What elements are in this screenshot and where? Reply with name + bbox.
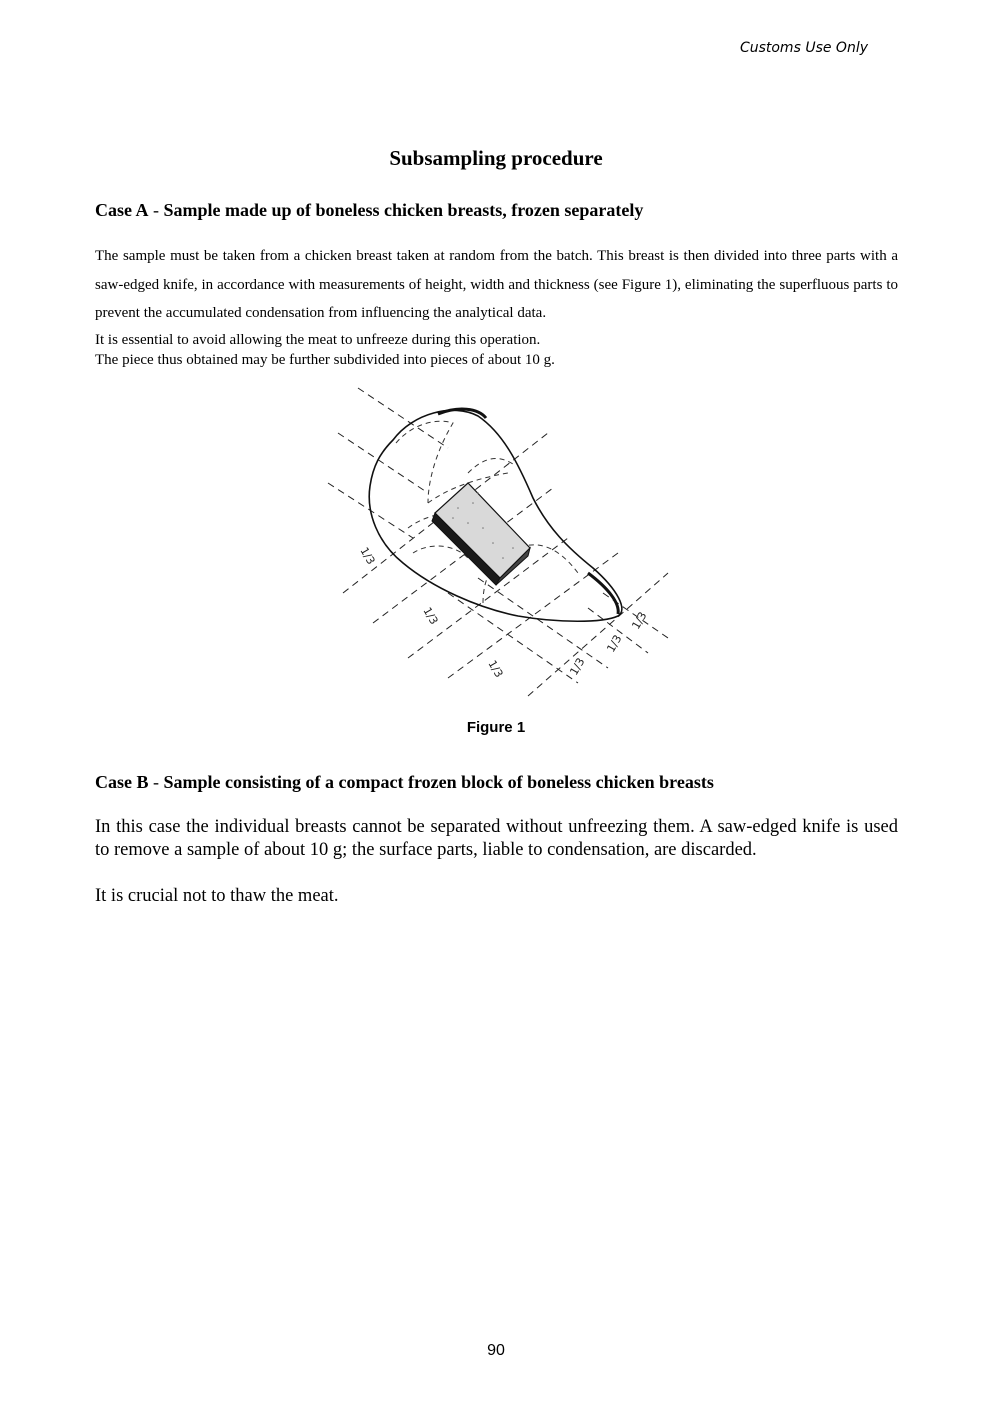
case-a-dash: - [148,200,164,220]
case-a-heading [95,200,643,221]
case-b-label: Case B [95,772,149,792]
case-b-paragraph: In this case the individual breasts cannot be separated without unfreezing them. A saw-edged knife is used to remove a sample of about 10 g; the surface parts, liable to condensation, are discarded. [95,817,898,860]
figure-caption: Figure 1 [466,719,526,736]
case-b-thaw-note: It is crucial not to thaw the meat. [95,886,339,906]
chicken-breast-drawing [318,378,674,704]
case-a-notes [95,330,898,370]
sample-block [432,483,530,585]
case-b-heading [95,772,714,793]
case-a-note-unfreeze: It is essential to avoid allowing the meat to unfreeze during this operation. [95,332,541,348]
case-a-title: Sample made up of boneless chicken breasts, frozen separately [163,200,644,220]
case-a-label: Case A [95,200,149,220]
label-5: 1/3 [604,632,625,655]
label-6: 1/3 [629,609,650,632]
label-2: 1/3 [420,605,441,627]
case-b-dash: - [148,772,164,792]
case-a-note-subdivide: The piece thus obtained may be further subdivided into pieces of about 10 g. [95,352,555,368]
label-3: 1/3 [485,658,506,680]
page-title: Subsampling procedure [389,146,603,170]
figure-chicken-breast-diagram [318,378,674,704]
label-1: 1/3 [357,545,378,567]
header-note: Customs Use Only [739,40,868,56]
label-4: 1/3 [567,655,588,678]
case-b-title: Sample consisting of a compact frozen block of boneless chicken breasts [163,772,714,792]
case-a-paragraph: The sample must be taken from a chicken breast taken at random from the batch. This breast is then divided into three parts with a saw-edged knife, in accordance with measurements of height, width and thickness (see Figure 1), eliminating the superfluous parts to prevent the accumulated condensation from influencing the analytical data. [95,248,898,321]
page-number: 90 [487,1342,505,1359]
